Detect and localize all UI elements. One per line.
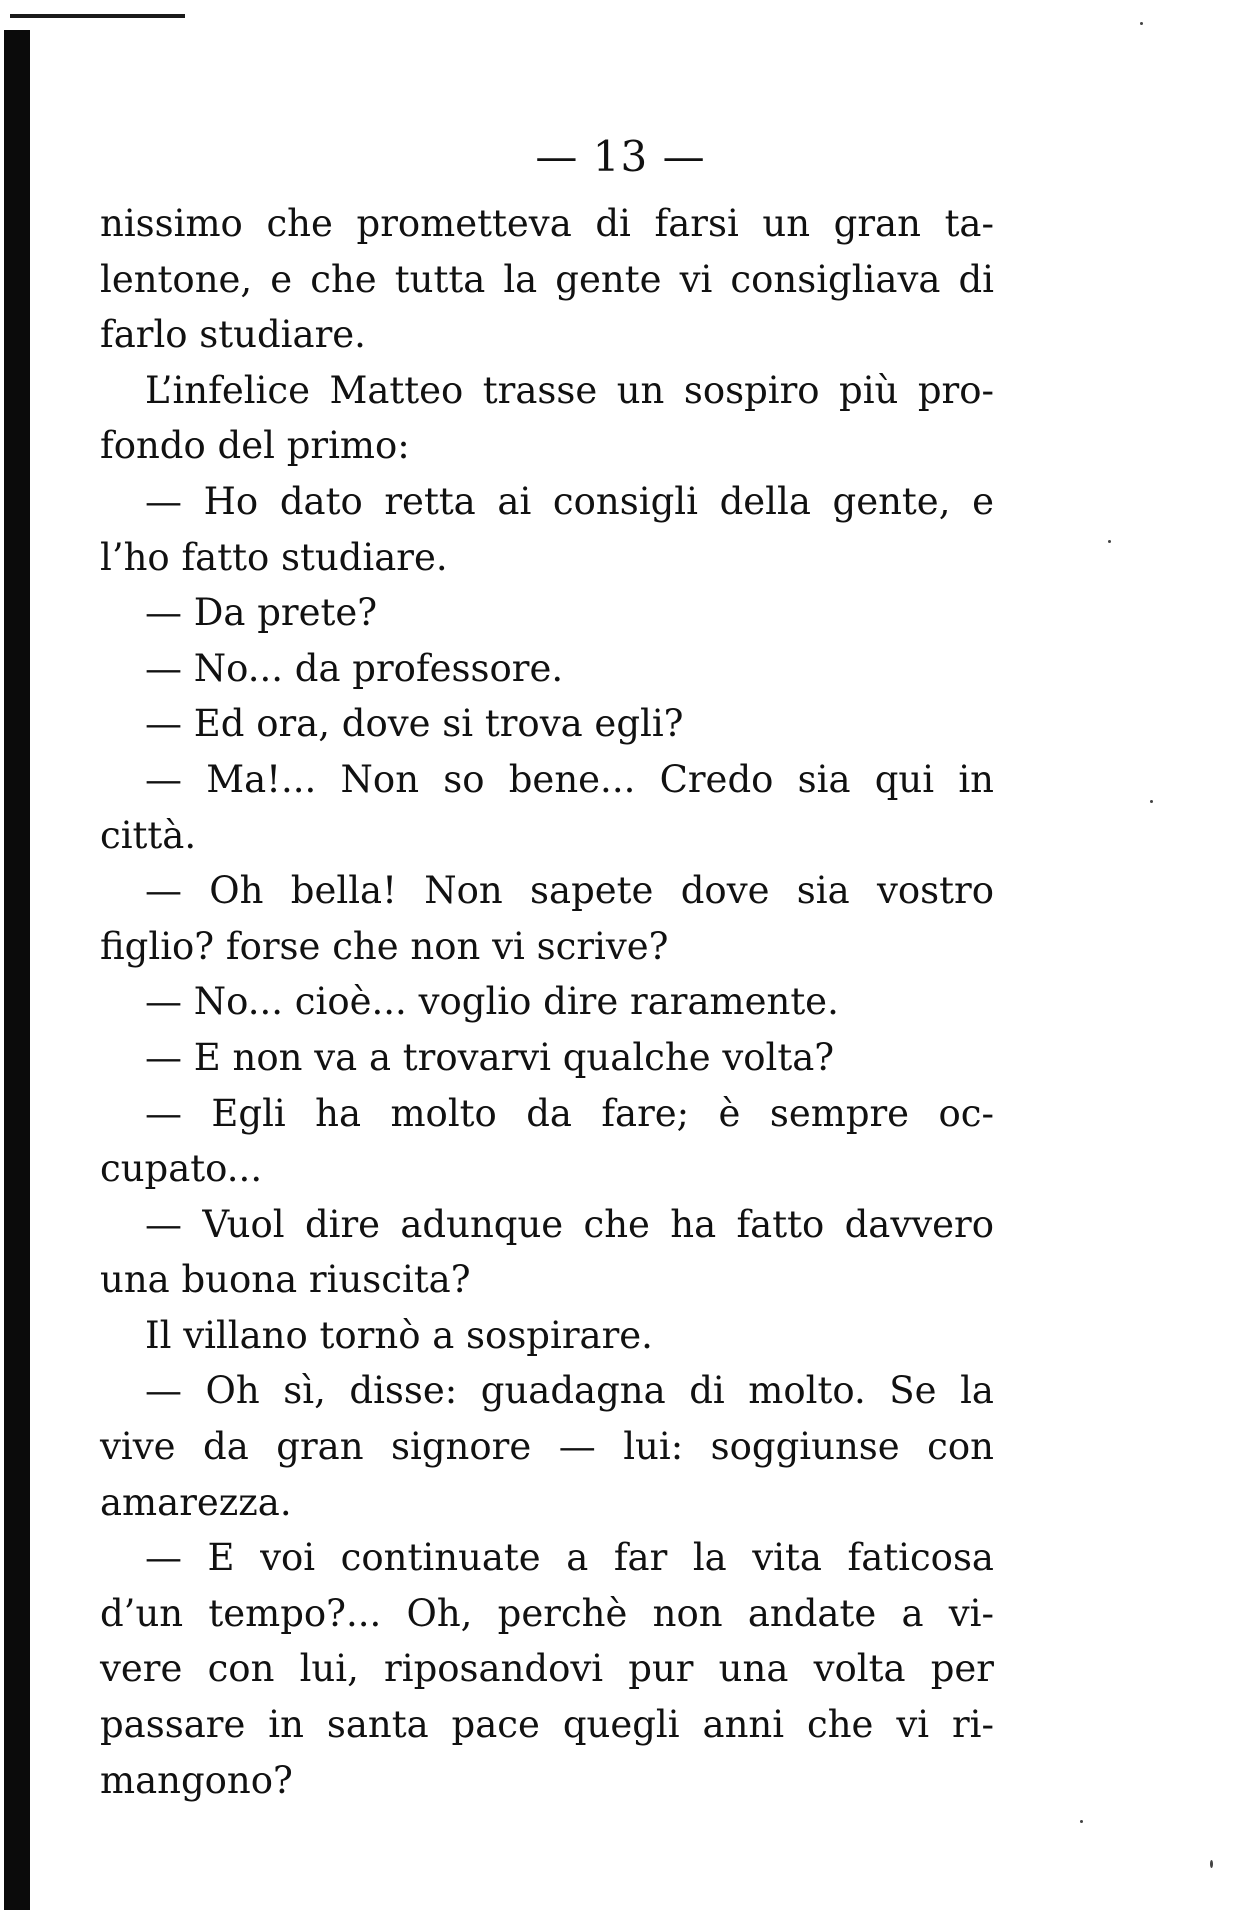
text-line: città. xyxy=(100,813,197,857)
text-line: — Vuol dire adunque che ha fatto davvero xyxy=(145,1202,994,1246)
text-line: — Da prete? xyxy=(145,591,378,635)
text-line: — Ma!... Non so bene... Credo sia qui in xyxy=(145,757,994,801)
body-text xyxy=(100,196,994,1808)
text-line: — Ho dato retta ai consigli della gente, e xyxy=(145,479,994,523)
text-line: L’infelice Matteo trasse un sospiro più pro- xyxy=(145,368,994,412)
text-line: — Ed ora, dove si trova egli? xyxy=(145,702,684,746)
text-line: Il villano tornò a sospirare. xyxy=(145,1313,653,1357)
text-line: — E non va a trovarvi qualche volta? xyxy=(145,1035,835,1079)
text-line: una buona riuscita? xyxy=(100,1258,471,1302)
text-line: amarezza. xyxy=(100,1480,292,1524)
text-line: farlo studiare. xyxy=(100,313,366,357)
page-edge-shadow xyxy=(4,30,30,1910)
text-line: l’ho fatto studiare. xyxy=(100,535,448,579)
text-line: fondo del primo: xyxy=(100,424,410,468)
text-line: — Oh bella! Non sapete dove sia vostro xyxy=(145,869,994,913)
text-line: — Egli ha molto da fare; è sempre oc- xyxy=(145,1091,994,1135)
scan-speck xyxy=(1080,1820,1083,1823)
page-number: — 13 — xyxy=(535,132,706,181)
text-line: — No... da professore. xyxy=(145,646,564,690)
text-line: nissimo che prometteva di farsi un gran ta- xyxy=(100,202,994,245)
text-line: d’un tempo?... Oh, perchè non andate a vi- xyxy=(100,1591,994,1635)
text-line: — No... cioè... voglio dire raramente. xyxy=(145,980,839,1024)
scan-speck xyxy=(1150,800,1153,803)
text-line: lentone, e che tutta la gente vi consigliava di xyxy=(100,257,994,301)
text-line: — Oh sì, disse: guadagna di molto. Se la xyxy=(145,1369,994,1413)
scan-speck xyxy=(1140,22,1143,25)
text-line: vive da gran signore — lui: soggiunse con xyxy=(100,1425,994,1469)
text-line: cupato... xyxy=(100,1147,263,1191)
text-line: figlio? forse che non vi scrive? xyxy=(100,924,669,968)
text-line: passare in santa pace quegli anni che vi ri- xyxy=(100,1703,994,1747)
text-line: vere con lui, riposandovi pur una volta per xyxy=(100,1647,994,1691)
text-line: — E voi continuate a far la vita faticosa xyxy=(145,1536,994,1580)
scan-speck xyxy=(1108,540,1111,543)
scan-speck xyxy=(1210,1860,1213,1868)
top-edge-rule xyxy=(10,14,185,18)
text-line: mangono? xyxy=(100,1758,293,1802)
